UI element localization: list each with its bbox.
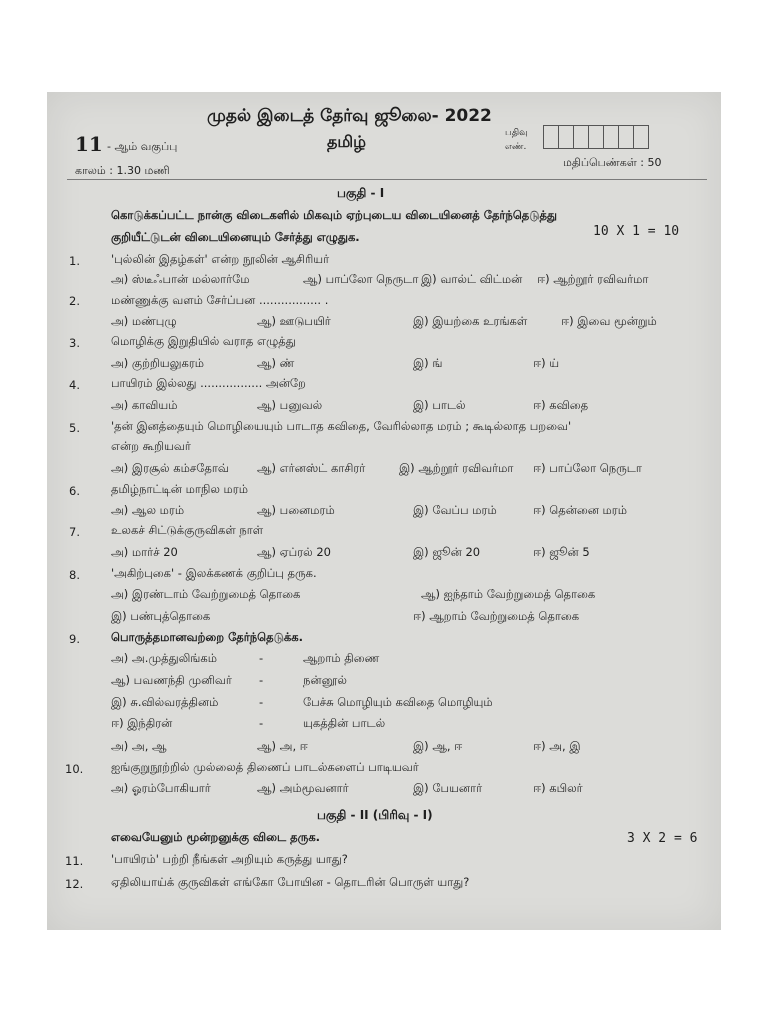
question-text: தமிழ்நாட்டின் மாநில மரம்: [111, 482, 249, 496]
header-divider: [67, 179, 707, 180]
section-1-instruction-line2: குறியீட்டுடன் விடையினையும் சேர்த்து எழுதுக.: [111, 230, 360, 244]
option-b: ஆ) பனுவல்: [257, 398, 323, 412]
question-text: பாயிரம் இல்லது ................. அன்றே: [111, 376, 306, 390]
exam-duration: காலம் : 1.30 மணி: [75, 164, 170, 177]
option-d: ஈ) ஆற்றூர் ரவிவர்மா: [537, 272, 649, 286]
option-a: அ) இரசூல் கம்சதோவ்: [111, 461, 229, 475]
question-text: 'புல்லின் இதழ்கள்' என்ற நூலின் ஆசிரியர்: [111, 252, 330, 266]
option-c: இ) வால்ட் விட்மன்: [421, 272, 523, 286]
option-d: ஈ) கவிதை: [533, 398, 589, 412]
option-d: ஈ) அ, இ: [533, 739, 581, 753]
option-b: ஆ) அம்மூவனார்: [257, 781, 349, 795]
question-number: 11.: [65, 854, 84, 868]
option-a: அ) இரண்டாம் வேற்றுமைத் தொகை: [111, 587, 301, 601]
option-d: ஈ) தென்னை மரம்: [533, 503, 627, 517]
option-c: இ) பேயனார்: [413, 781, 483, 795]
subject-title: தமிழ்: [327, 132, 367, 151]
question-text: ஏதிலியாய்க் குருவிகள் எங்கோ போயின - தொடரின் பொருள் யாது?: [111, 875, 470, 889]
match-right: பேச்சு மொழியும் கவிதை மொழியும்: [303, 695, 493, 709]
question-number: 2.: [69, 294, 80, 308]
option-a: அ) ஸ்டீஃபான் மல்லார்மே: [111, 272, 250, 286]
option-c: இ) வேப்ப மரம்: [413, 503, 497, 517]
section-1-marks: 10 X 1 = 10: [593, 224, 680, 239]
option-c: இ) ஜூன் 20: [413, 545, 481, 559]
question-number: 8.: [69, 568, 80, 582]
option-a: அ) அ, ஆ: [111, 739, 167, 753]
option-a: அ) ஆல மரம்: [111, 503, 185, 517]
option-a: அ) ஓரம்போகியார்: [111, 781, 211, 795]
option-d: ஈ) ஆறாம் வேற்றுமைத் தொகை: [413, 609, 580, 623]
question-text: 'பாயிரம்' பற்றி நீங்கள் அறியும் கருத்து யாது?: [111, 852, 348, 866]
match-dash: -: [259, 651, 264, 665]
question-number: 6.: [69, 484, 80, 498]
match-right: நன்னூல்: [303, 673, 347, 687]
option-c: இ) ங்: [413, 356, 443, 370]
option-c: இ) ஆ, ஈ: [413, 739, 463, 753]
option-d: ஈ) கபிலர்: [533, 781, 583, 795]
option-c: இ) பண்புத்தொகை: [111, 609, 211, 623]
match-left: ஈ) இந்திரன்: [111, 716, 173, 730]
option-d: ஈ) பாப்லோ நெருடா: [533, 461, 642, 475]
register-label: பதிவு: [505, 128, 528, 138]
option-b: ஆ) எர்னஸ்ட் காசிரர்: [257, 461, 366, 475]
option-b: ஆ) அ, ஈ: [257, 739, 308, 753]
exam-title: முதல் இடைத் தேர்வு ஜூலை- 2022: [207, 106, 492, 126]
match-left: அ) அ.முத்துலிங்கம்: [111, 651, 217, 665]
option-a: அ) மண்புழு: [111, 314, 177, 328]
section-1-title: பகுதி - I: [337, 186, 385, 200]
option-b: ஆ) பனைமரம்: [257, 503, 335, 517]
register-label-2: எண்.: [505, 142, 527, 152]
question-text: ஐங்குறுநூற்றில் முல்லைத் திணைப் பாடல்களைப் பாடியவர்: [111, 760, 419, 774]
question-text: 'அகிற்புகை' - இலக்கணக் குறிப்பு தருக.: [111, 566, 317, 580]
question-number: 1.: [69, 254, 80, 268]
option-b: ஆ) ஏப்ரல் 20: [257, 545, 331, 559]
option-c: இ) பாடல்: [413, 398, 466, 412]
option-b: ஆ) பாப்லோ நெருடா: [303, 272, 419, 286]
match-left: ஆ) பவணந்தி முனிவர்: [111, 673, 232, 687]
option-a: அ) மார்ச் 20: [111, 545, 178, 559]
match-right: ஆறாம் திணை: [303, 651, 380, 665]
question-text: பொருத்தமானவற்றை தேர்ந்தெடுக்க.: [111, 630, 303, 644]
option-d: ஈ) ய்: [533, 356, 560, 370]
question-text: 'தன் இனத்தையும் மொழியையும் பாடாத கவிதை, வேரில்லாத மரம் ; கூடில்லாத பறவை': [111, 419, 572, 433]
total-marks: மதிப்பெண்கள் : 50: [563, 156, 662, 169]
option-b: ஆ) ண்: [257, 356, 295, 370]
match-dash: -: [259, 673, 264, 687]
option-a: அ) குற்றியலுகரம்: [111, 356, 205, 370]
option-b: ஆ) ஐந்தாம் வேற்றுமைத் தொகை: [421, 587, 596, 601]
match-dash: -: [259, 716, 264, 730]
question-text: மொழிக்கு இறுதியில் வராத எழுத்து: [111, 334, 296, 348]
question-text-line2: என்ற கூறியவர்: [111, 439, 191, 453]
option-c: இ) இயற்கை உரங்கள்: [413, 314, 528, 328]
question-number: 5.: [69, 421, 80, 435]
option-c: இ) ஆற்றூர் ரவிவர்மா: [399, 461, 514, 475]
section-1-instruction: கொடுக்கப்பட்ட நான்கு விடைகளில் மிகவும் ஏற்புடைய விடையினைத் தேர்ந்தெடுத்து: [111, 208, 557, 222]
exam-paper: [47, 92, 721, 930]
option-a: அ) காவியம்: [111, 398, 178, 412]
option-d: ஈ) ஜூன் 5: [533, 545, 590, 559]
question-number: 3.: [69, 336, 80, 350]
question-number: 10.: [65, 762, 84, 776]
match-left: இ) சு.வில்வரத்தினம்: [111, 695, 219, 709]
class-label: - ஆம் வகுப்பு: [107, 140, 178, 153]
option-b: ஆ) ஊடுபயிர்: [257, 314, 331, 328]
question-number: 4.: [69, 378, 80, 392]
question-number: 9.: [69, 632, 80, 646]
match-dash: -: [259, 695, 264, 709]
option-d: ஈ) இவை மூன்றும்: [561, 314, 657, 328]
question-number: 12.: [65, 877, 84, 891]
register-number-boxes[interactable]: [543, 125, 648, 149]
section-2-title: பகுதி - II (பிரிவு - I): [317, 808, 433, 822]
question-number: 7.: [69, 525, 80, 539]
match-right: யுகத்தின் பாடல்: [303, 716, 386, 730]
question-text: உலகச் சிட்டுக்குருவிகள் நாள்: [111, 523, 264, 537]
section-2-instruction: எவையேனும் மூன்றனுக்கு விடை தருக.: [111, 830, 321, 844]
question-text: மண்ணுக்கு வளம் சேர்ப்பன ................. .: [111, 293, 329, 307]
section-2-marks: 3 X 2 = 6: [627, 831, 698, 846]
class-number: 11: [75, 132, 103, 156]
